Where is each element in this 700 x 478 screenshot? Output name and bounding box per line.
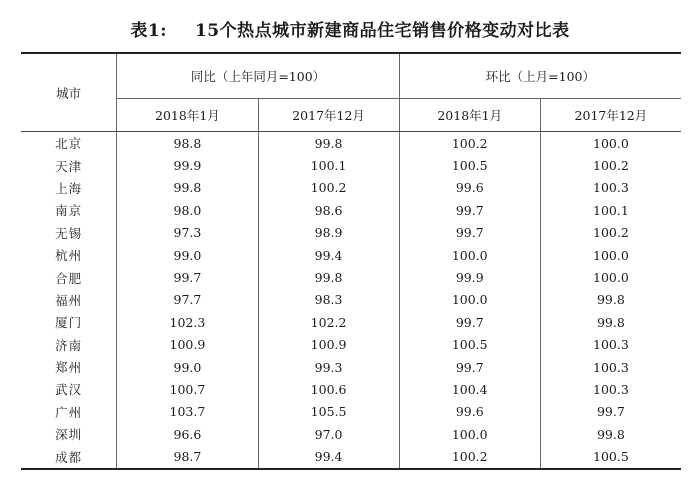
yoy-2017-12-cell: 100.1	[258, 154, 399, 176]
yoy-2018-01-cell: 99.7	[117, 266, 258, 288]
mom-2017-12-cell: 99.8	[596, 426, 625, 442]
table-title-text: 15个热点城市新建商品住宅销售价格变动对比表	[194, 21, 570, 41]
table-row	[21, 177, 681, 199]
yoy-2017-12-cell: 99.8	[258, 266, 399, 288]
table-row	[21, 222, 681, 244]
mom-2018-01-cell: 100.0	[399, 289, 540, 311]
city-cell: 济南	[21, 334, 117, 356]
yoy-2018-01-cell: 99.8	[117, 177, 258, 199]
yoy-2017-12-cell: 99.4	[258, 244, 399, 266]
mom-2018-01-cell: 99.7	[399, 199, 540, 221]
mom-2017-12-cell: 100.2	[593, 225, 629, 241]
yoy-2017-12-cell: 97.0	[258, 423, 399, 445]
mom-2017-12-cell: 99.8	[596, 292, 625, 308]
yoy-2017-12-cell: 99.8	[258, 132, 399, 155]
yoy-2017-12-cell: 100.2	[258, 177, 399, 199]
yoy-2018-01-cell: 98.7	[117, 445, 258, 468]
mom-2018-01-cell: 100.0	[399, 423, 540, 445]
yoy-2017-12-cell: 98.9	[258, 222, 399, 244]
table-row	[21, 311, 681, 333]
table-body	[21, 132, 681, 469]
yoy-2017-12-cell: 102.2	[258, 311, 399, 333]
mom-2017-12-cell: 100.3	[593, 337, 629, 353]
mom-2018-01-cell: 99.6	[399, 177, 540, 199]
mom-group-header: 环比（上月=100）	[399, 53, 681, 99]
table-row	[21, 244, 681, 266]
table-row	[21, 334, 681, 356]
yoy-2017-12-header: 2017年12月	[258, 99, 399, 132]
mom-2017-12-header: 2017年12月	[540, 99, 681, 132]
city-cell: 无锡	[21, 222, 117, 244]
city-cell: 北京	[21, 132, 117, 155]
table-row	[21, 378, 681, 400]
table-title-label: 表1:	[130, 21, 167, 41]
yoy-group-header: 同比（上年同月=100）	[117, 53, 399, 99]
yoy-2017-12-cell: 105.5	[258, 401, 399, 423]
city-cell: 天津	[21, 154, 117, 176]
table-row	[21, 266, 681, 288]
mom-2017-12-cell: 100.0	[593, 247, 629, 263]
table-title	[0, 16, 700, 41]
mom-2018-01-cell: 99.9	[399, 266, 540, 288]
yoy-2017-12-cell: 98.3	[258, 289, 399, 311]
city-cell: 郑州	[21, 356, 117, 378]
table-row	[21, 445, 681, 468]
yoy-2018-01-cell: 97.7	[117, 289, 258, 311]
yoy-2017-12-cell: 100.6	[258, 378, 399, 400]
yoy-2018-01-cell: 98.0	[117, 199, 258, 221]
mom-2017-12-cell: 100.3	[593, 381, 629, 397]
yoy-2017-12-cell: 100.9	[258, 334, 399, 356]
city-cell: 深圳	[21, 423, 117, 445]
yoy-2018-01-cell: 99.9	[117, 154, 258, 176]
city-cell: 福州	[21, 289, 117, 311]
yoy-2018-01-cell: 100.7	[117, 378, 258, 400]
yoy-2018-01-cell: 97.3	[117, 222, 258, 244]
yoy-2017-12-cell: 99.3	[258, 356, 399, 378]
mom-2018-01-cell: 99.6	[399, 401, 540, 423]
table-row	[21, 423, 681, 445]
yoy-2018-01-cell: 96.6	[117, 423, 258, 445]
city-cell: 南京	[21, 199, 117, 221]
mom-2017-12-cell: 100.0	[593, 270, 629, 286]
mom-2018-01-cell: 99.7	[399, 311, 540, 333]
mom-2017-12-cell: 100.3	[593, 180, 629, 196]
mom-2018-01-cell: 100.5	[399, 154, 540, 176]
yoy-2017-12-cell: 99.4	[258, 445, 399, 468]
mom-2018-01-cell: 100.2	[399, 445, 540, 468]
city-cell: 成都	[21, 445, 117, 468]
mom-2018-01-cell: 100.2	[399, 132, 540, 155]
yoy-2018-01-cell: 99.0	[117, 356, 258, 378]
mom-2018-01-cell: 99.7	[399, 356, 540, 378]
mom-2018-01-cell: 99.7	[399, 222, 540, 244]
mom-2017-12-cell: 100.3	[593, 359, 629, 375]
city-cell: 杭州	[21, 244, 117, 266]
city-cell: 合肥	[21, 266, 117, 288]
yoy-2018-01-cell: 98.8	[117, 132, 258, 155]
mom-2018-01-cell: 100.4	[399, 378, 540, 400]
yoy-2018-01-cell: 102.3	[117, 311, 258, 333]
city-cell: 厦门	[21, 311, 117, 333]
yoy-2018-01-header: 2018年1月	[117, 99, 258, 132]
table-row	[21, 132, 681, 155]
table-row	[21, 356, 681, 378]
city-column-header: 城市	[21, 53, 117, 132]
table-row	[21, 154, 681, 176]
yoy-2017-12-cell: 98.6	[258, 199, 399, 221]
yoy-2018-01-cell: 99.0	[117, 244, 258, 266]
mom-2018-01-cell: 100.0	[399, 244, 540, 266]
table-row	[21, 199, 681, 221]
mom-2017-12-cell: 99.8	[596, 314, 625, 330]
mom-2017-12-cell: 99.7	[596, 404, 625, 420]
table-row	[21, 289, 681, 311]
mom-2017-12-cell: 100.5	[540, 445, 681, 468]
table-row	[21, 401, 681, 423]
yoy-2018-01-cell: 100.9	[117, 334, 258, 356]
yoy-2018-01-cell: 103.7	[117, 401, 258, 423]
mom-2018-01-cell: 100.5	[399, 334, 540, 356]
price-comparison-table	[21, 52, 681, 470]
mom-2017-12-cell: 100.0	[593, 135, 629, 151]
mom-2018-01-header: 2018年1月	[399, 99, 540, 132]
city-cell: 广州	[21, 401, 117, 423]
mom-2017-12-cell: 100.1	[593, 202, 629, 218]
mom-2017-12-cell: 100.2	[593, 158, 629, 174]
city-cell: 武汉	[21, 378, 117, 400]
city-cell: 上海	[21, 177, 117, 199]
